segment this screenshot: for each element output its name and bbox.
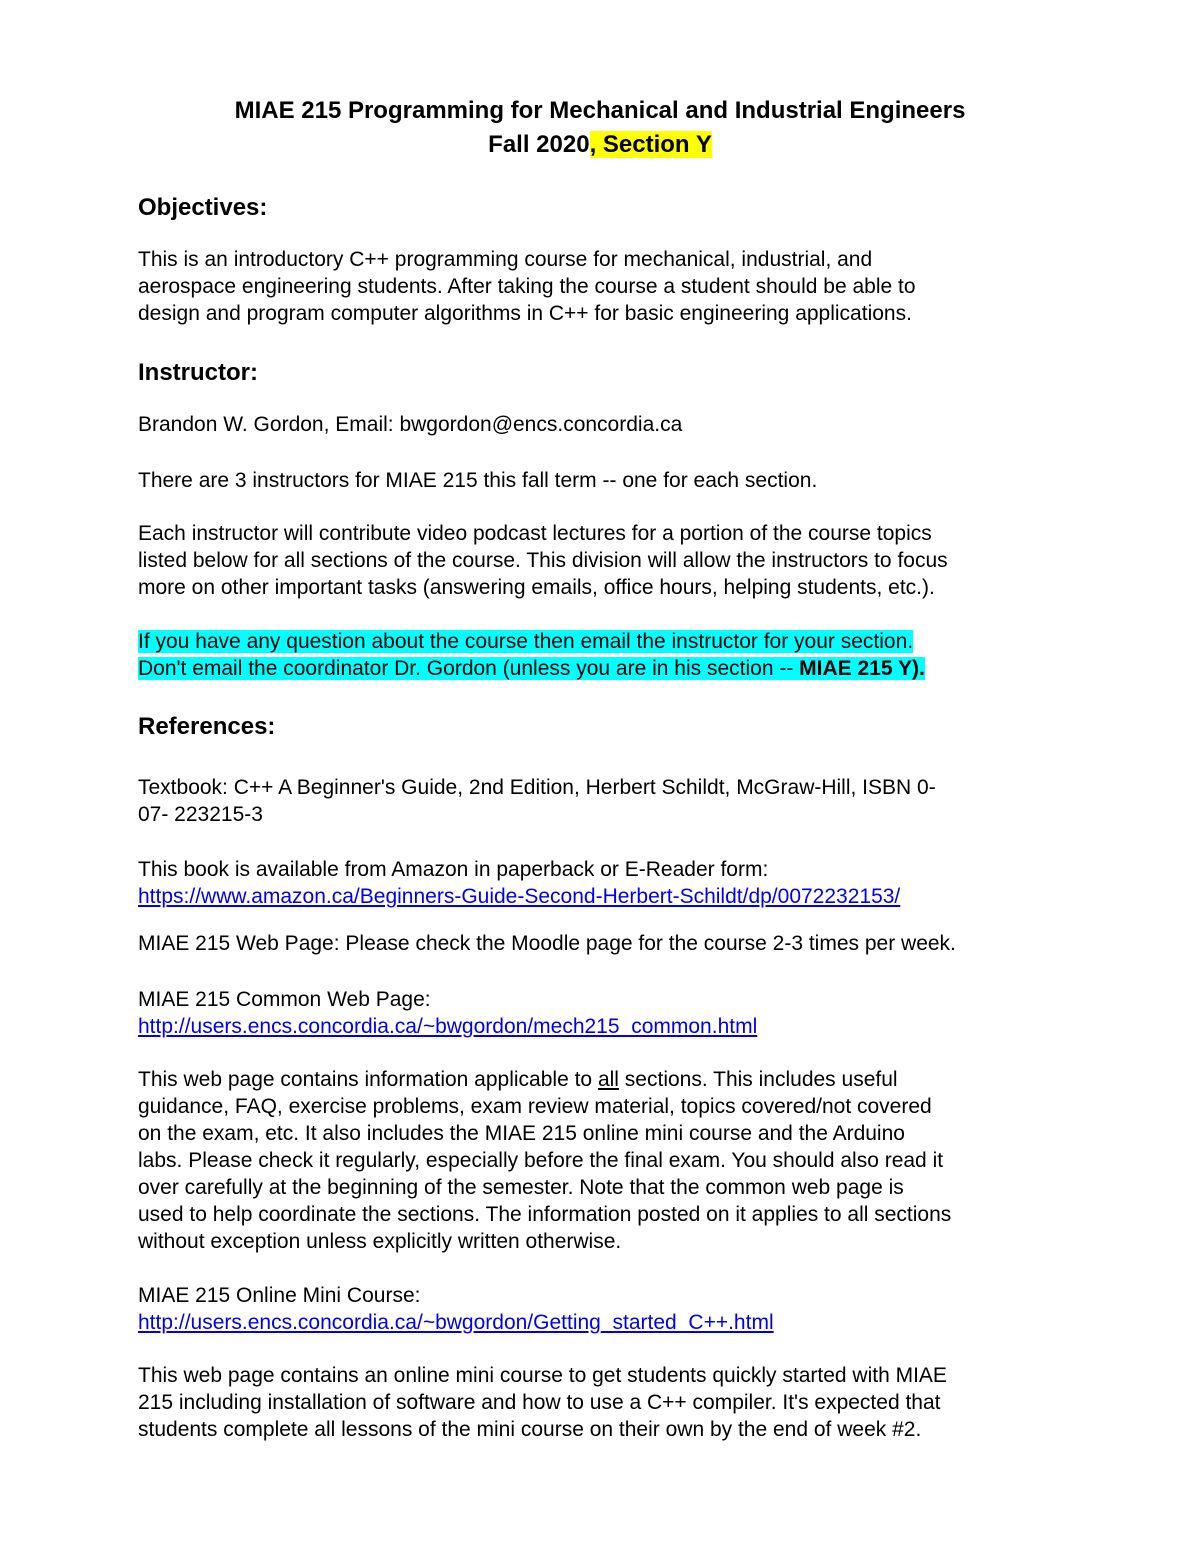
objectives-paragraph [138,246,1068,327]
common-desc-text: This web page contains information applicable to [138,1068,598,1091]
moodle-note: MIAE 215 Web Page: Please check the Moodle page for the course 2-3 times per week. [138,932,956,955]
notice-line [138,657,925,680]
mini-course-label: MIAE 215 Online Mini Course: [138,1284,421,1307]
common-desc-text: sections. This includes useful [618,1068,898,1091]
common-desc-line: without exception unless explicitly written otherwise. [138,1230,622,1253]
podcast-line: more on other important tasks (answering emails, office hours, helping students, etc.). [138,576,935,599]
instructor-contact: Brandon W. Gordon, Email: bwgordon@encs.concordia.ca [138,413,683,436]
textbook-line: Textbook: C++ A Beginner's Guide, 2nd Edition, Herbert Schildt, McGraw-Hill, ISBN 0- [138,776,936,799]
objectives-line: This is an introductory C++ programming course for mechanical, industrial, and [138,248,873,271]
podcast-line: listed below for all sections of the course. This division will allow the instructors to focus [138,549,948,572]
textbook-paragraph [138,774,1068,828]
contact-notice [138,628,1068,682]
references-heading: References: [138,713,276,740]
notice-section-bold: MIAE 215 Y). [799,657,925,680]
common-desc-line: on the exam, etc. It also includes the MIAE 215 online mini course and the Arduino [138,1122,905,1145]
notice-line: If you have any question about the course then email the instructor for your section. [138,630,914,653]
instructor-heading: Instructor: [138,359,258,386]
amazon-text: This book is available from Amazon in paperback or E-Reader form: [138,858,769,881]
instructors-note: There are 3 instructors for MIAE 215 this fall term -- one for each section. [138,469,818,492]
mini-desc-line: students complete all lessons of the mini course on their own by the end of week #2. [138,1418,922,1441]
section-highlight: , Section Y [589,131,712,158]
mini-desc-line: This web page contains an online mini course to get students quickly started with MIAE [138,1364,947,1387]
common-desc-line: used to help coordinate the sections. The information posted on it applies to all sections [138,1203,952,1226]
mini-desc-line: 215 including installation of software and how to use a C++ compiler. It's expected that [138,1391,941,1414]
amazon-paragraph [138,856,1068,910]
common-page-description [138,1066,1068,1255]
common-page-label: MIAE 215 Common Web Page: [138,988,431,1011]
objectives-heading: Objectives: [138,194,268,221]
underlined-all: all [597,1068,619,1091]
objectives-line: aerospace engineering students. After taking the course a student should be able to [138,275,916,298]
podcast-paragraph [138,520,1068,601]
common-desc-line: labs. Please check it regularly, especially before the final exam. You should also read it [138,1149,944,1172]
objectives-line: design and program computer algorithms in C++ for basic engineering applications. [138,302,912,325]
notice-text: Don't email the coordinator Dr. Gordon (unless you are in his section -- [138,657,800,680]
common-page-paragraph [138,986,1068,1040]
common-desc-line [138,1066,1068,1093]
mini-course-description [138,1362,1068,1443]
podcast-line: Each instructor will contribute video podcast lectures for a portion of the course topics [138,522,932,545]
course-title: MIAE 215 Programming for Mechanical and Industrial Engineers [234,97,966,124]
term-label: Fall 2020 [488,131,590,158]
term-section-line [0,128,1200,162]
amazon-link[interactable]: https://www.amazon.ca/Beginners-Guide-Second-Herbert-Schildt/dp/0072232153/ [138,885,901,908]
common-desc-line: guidance, FAQ, exercise problems, exam review material, topics covered/not covered [138,1095,932,1118]
textbook-line: 07- 223215-3 [138,803,263,826]
common-desc-line: over carefully at the beginning of the semester. Note that the common web page is [138,1176,904,1199]
mini-course-paragraph [138,1282,1068,1336]
mini-course-link[interactable]: http://users.encs.concordia.ca/~bwgordon/Getting_started_C++.html [138,1311,774,1334]
common-page-link[interactable]: http://users.encs.concordia.ca/~bwgordon/mech215_common.html [138,1015,758,1038]
